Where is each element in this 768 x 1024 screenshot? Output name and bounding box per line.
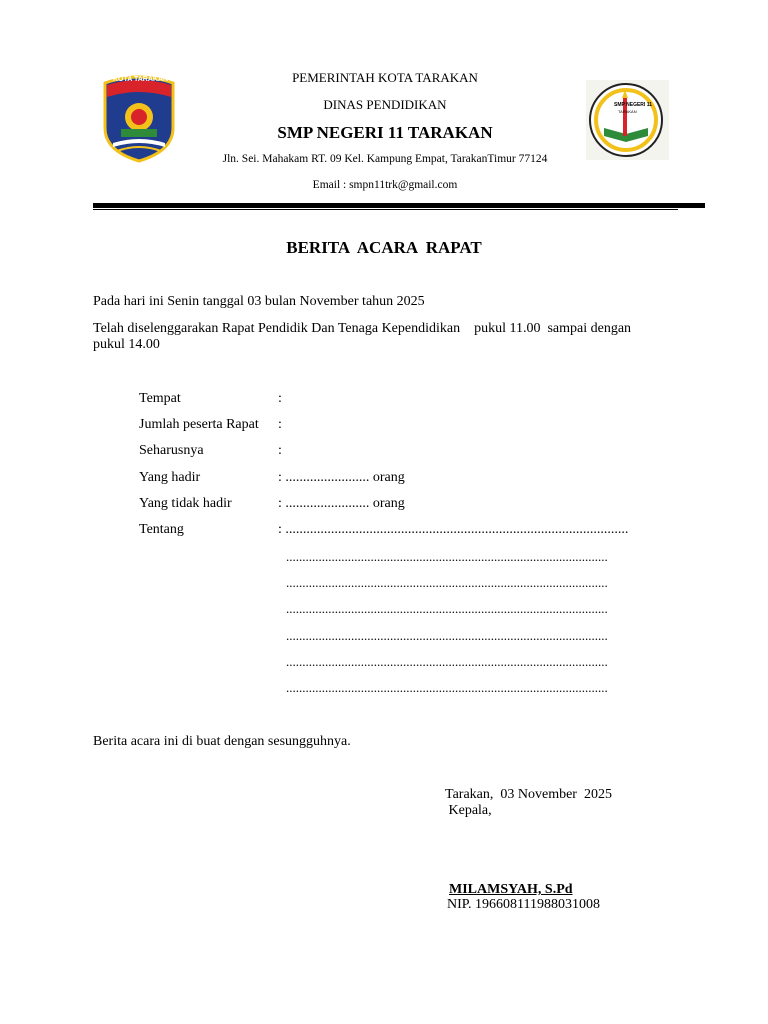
signature-role: Kepala, bbox=[445, 803, 492, 818]
field-label-jumlah: Jumlah peserta Rapat bbox=[139, 417, 259, 432]
document-title: BERITA ACARA RAPAT bbox=[286, 238, 482, 257]
tentang-line: ................................................................................................... bbox=[286, 654, 608, 669]
field-colon: : bbox=[278, 391, 282, 406]
logo-text: KOTA TARAKAN bbox=[113, 76, 169, 83]
school-logo-subtext: TARAKAN bbox=[618, 109, 637, 114]
field-value-tidak-hadir: : ........................ orang bbox=[278, 496, 405, 511]
header-address: Jln. Sei. Mahakam RT. 09 Kel. Kampung Empat, TarakanTimur 77124 bbox=[222, 153, 548, 165]
letterhead-divider bbox=[93, 203, 705, 208]
signature-place-date: Tarakan, 03 November 2025 bbox=[445, 787, 612, 802]
school-logo-text: SMP NEGERI 11 bbox=[614, 102, 652, 108]
field-label-hadir: Yang hadir bbox=[139, 470, 201, 485]
school-logo bbox=[586, 80, 669, 160]
kota-tarakan-logo bbox=[99, 73, 179, 163]
field-value-hadir: : ........................ orang bbox=[278, 470, 405, 485]
field-label-tidak-hadir: Yang tidak hadir bbox=[139, 496, 232, 511]
header-department: DINAS PENDIDIKAN bbox=[323, 97, 447, 112]
signatory-name: MILAMSYAH, S.Pd bbox=[449, 882, 573, 897]
letterhead-divider-thin bbox=[93, 209, 678, 210]
field-value-tentang: : .................................................................................................. bbox=[278, 522, 629, 537]
tentang-line: ................................................................................................... bbox=[286, 575, 608, 590]
closing-statement: Berita acara ini di buat dengan sesungguhnya. bbox=[93, 734, 351, 749]
signatory-nip: NIP. 196608111988031008 bbox=[447, 897, 600, 912]
field-label-tempat: Tempat bbox=[139, 391, 181, 406]
header-government: PEMERINTAH KOTA TARAKAN bbox=[292, 70, 478, 85]
intro-line-1: Pada hari ini Senin tanggal 03 bulan November tahun 2025 bbox=[93, 294, 425, 309]
intro-line-3: pukul 14.00 bbox=[93, 337, 160, 352]
field-colon: : bbox=[278, 417, 282, 432]
field-colon: : bbox=[278, 443, 282, 458]
header-email: Email : smpn11trk@gmail.com bbox=[312, 179, 458, 191]
field-label-seharusnya: Seharusnya bbox=[139, 443, 204, 458]
intro-line-2: Telah diselenggarakan Rapat Pendidik Dan Tenaga Kependidikan pukul 11.00 sampai dengan bbox=[93, 321, 632, 336]
tentang-line: ................................................................................................... bbox=[286, 601, 608, 616]
tentang-line: ................................................................................................... bbox=[286, 549, 608, 564]
tentang-line: ................................................................................................... bbox=[286, 628, 608, 643]
field-label-tentang: Tentang bbox=[139, 522, 184, 537]
header-school-name: SMP NEGERI 11 TARAKAN bbox=[277, 123, 493, 142]
tentang-line: ................................................................................................... bbox=[286, 680, 608, 695]
